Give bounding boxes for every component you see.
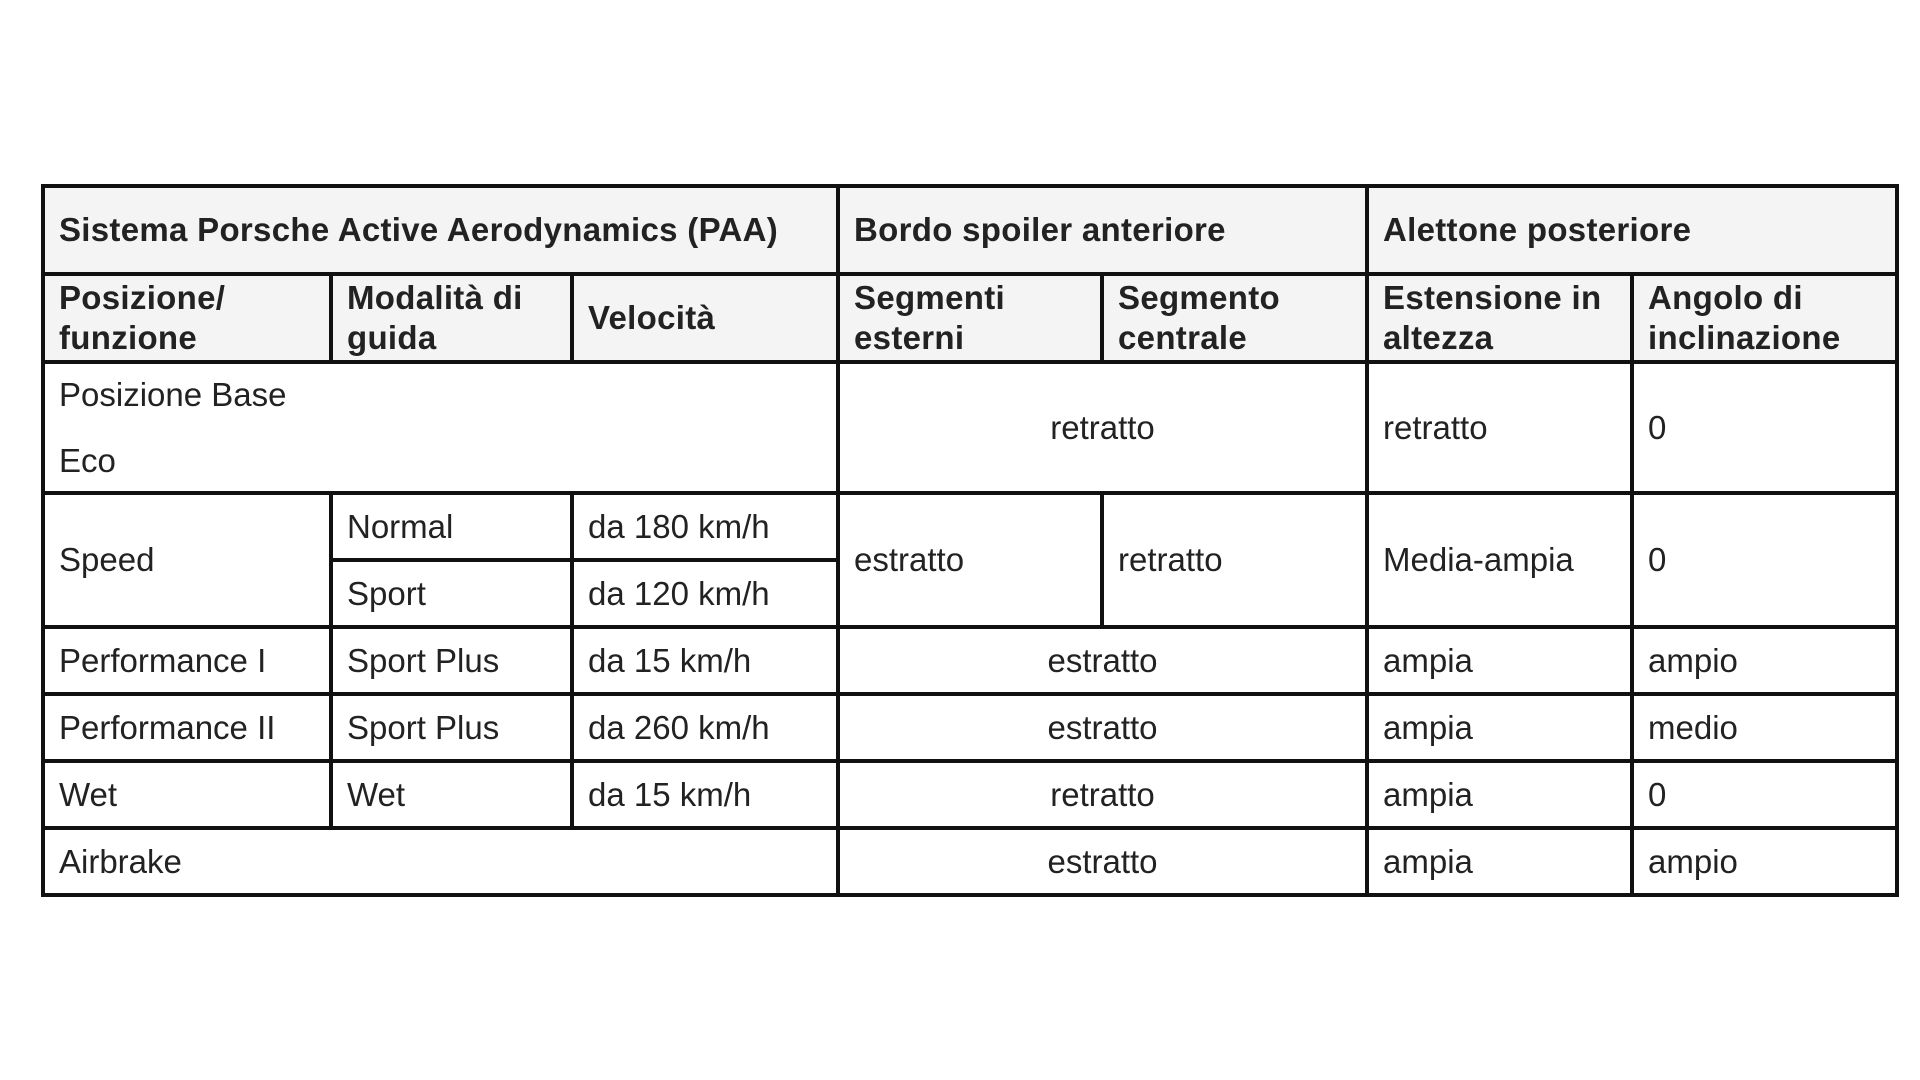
- subheader-angle: Angolo di inclinazione: [1632, 274, 1897, 362]
- cell-base-angle: 0: [1632, 362, 1897, 493]
- cell-speed-central: retratto: [1102, 493, 1367, 627]
- cell-speed-angle: 0: [1632, 493, 1897, 627]
- cell-perf2-speed: da 260 km/h: [572, 694, 838, 761]
- cell-speed-position: Speed: [43, 493, 331, 627]
- cell-wet-height: ampia: [1367, 761, 1632, 828]
- cell-perf1-position: Performance I: [43, 627, 331, 694]
- subheader-height-extension: Estensione in altezza: [1367, 274, 1632, 362]
- cell-airbrake-height: ampia: [1367, 828, 1632, 895]
- cell-airbrake-position: Airbrake: [43, 828, 838, 895]
- cell-wet-position: Wet: [43, 761, 331, 828]
- cell-airbrake-angle: ampio: [1632, 828, 1897, 895]
- cell-speed-outer: estratto: [838, 493, 1102, 627]
- subheader-central-segment: Segmento centrale: [1102, 274, 1367, 362]
- cell-perf2-position: Performance II: [43, 694, 331, 761]
- table-row-performance-2: [43, 694, 1897, 761]
- table-row-wet: [43, 761, 1897, 828]
- cell-speed-mode-sport: Sport: [331, 560, 572, 627]
- subheader-position: Posizione/ funzione: [43, 274, 331, 362]
- header-system: Sistema Porsche Active Aerodynamics (PAA): [43, 186, 838, 274]
- cell-wet-speed: da 15 km/h: [572, 761, 838, 828]
- subheader-outer-segments: Segmenti esterni: [838, 274, 1102, 362]
- table-row-performance-1: [43, 627, 1897, 694]
- cell-perf1-speed: da 15 km/h: [572, 627, 838, 694]
- cell-wet-front: retratto: [838, 761, 1367, 828]
- cell-speed-speed-normal: da 180 km/h: [572, 493, 838, 560]
- table-row-airbrake: [43, 828, 1897, 895]
- cell-speed-speed-sport: da 120 km/h: [572, 560, 838, 627]
- eco-label: Eco: [59, 441, 116, 479]
- cell-perf2-mode: Sport Plus: [331, 694, 572, 761]
- paa-table: [41, 184, 1899, 897]
- subheader-mode: Modalità di guida: [331, 274, 572, 362]
- table-row-speed-normal: [43, 493, 1897, 560]
- cell-perf2-angle: medio: [1632, 694, 1897, 761]
- cell-base-front: retratto: [838, 362, 1367, 493]
- table-subheader-row: [43, 274, 1897, 362]
- header-front-spoiler: Bordo spoiler anteriore: [838, 186, 1367, 274]
- cell-perf1-height: ampia: [1367, 627, 1632, 694]
- cell-perf2-height: ampia: [1367, 694, 1632, 761]
- cell-perf1-angle: ampio: [1632, 627, 1897, 694]
- cell-base-position: [43, 362, 838, 493]
- cell-perf2-front: estratto: [838, 694, 1367, 761]
- base-position-label: Posizione Base: [59, 375, 287, 413]
- cell-speed-height: Media-ampia: [1367, 493, 1632, 627]
- cell-base-height: retratto: [1367, 362, 1632, 493]
- cell-airbrake-front: estratto: [838, 828, 1367, 895]
- cell-speed-mode-normal: Normal: [331, 493, 572, 560]
- table-row-base: [43, 362, 1897, 493]
- cell-perf1-mode: Sport Plus: [331, 627, 572, 694]
- subheader-speed: Velocità: [572, 274, 838, 362]
- cell-wet-mode: Wet: [331, 761, 572, 828]
- table-header-row: [43, 186, 1897, 274]
- header-rear-wing: Alettone posteriore: [1367, 186, 1897, 274]
- cell-perf1-front: estratto: [838, 627, 1367, 694]
- cell-wet-angle: 0: [1632, 761, 1897, 828]
